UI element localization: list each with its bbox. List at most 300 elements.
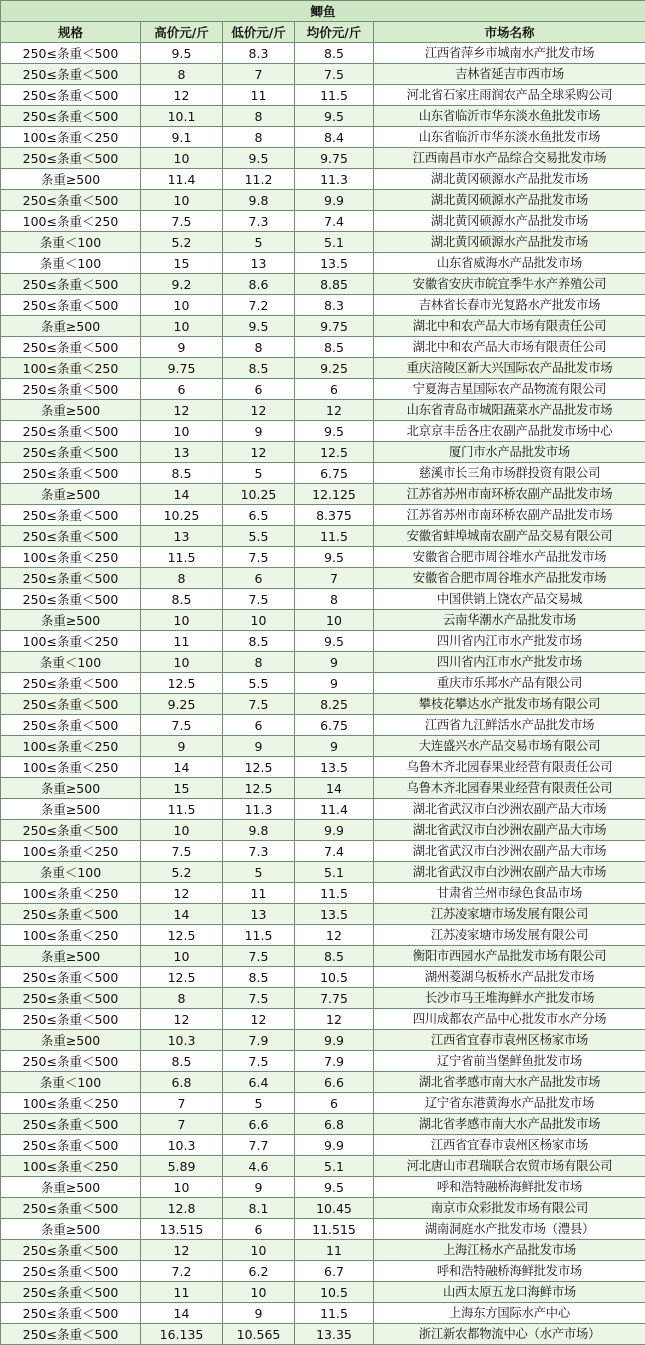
cell-spec: 250≤条重＜500: [1, 148, 141, 169]
cell-low-price: 7.2: [223, 295, 295, 316]
cell-spec: 250≤条重＜500: [1, 442, 141, 463]
cell-avg-price: 6: [295, 1093, 374, 1114]
cell-market-name: 湖北黄冈硕源水产品批发市场: [374, 169, 645, 190]
cell-market-name: 山东省临沂市华东淡水鱼批发市场: [374, 127, 645, 148]
cell-market-name: 安徽省合肥市周谷堆水产品批发市场: [374, 547, 645, 568]
cell-avg-price: 6: [295, 379, 374, 400]
table-row: [1, 85, 645, 106]
cell-avg-price: 6.8: [295, 1114, 374, 1135]
cell-high-price: 14: [141, 904, 223, 925]
cell-market-name: 安徽省合肥市周谷堆水产品批发市场: [374, 568, 645, 589]
cell-high-price: 8: [141, 988, 223, 1009]
cell-spec: 250≤条重＜500: [1, 421, 141, 442]
cell-spec: 250≤条重＜500: [1, 379, 141, 400]
table-row: [1, 64, 645, 85]
cell-avg-price: 7.75: [295, 988, 374, 1009]
table-row: [1, 253, 645, 274]
cell-market-name: 江西南昌市水产品综合交易批发市场: [374, 148, 645, 169]
table-row: [1, 715, 645, 736]
cell-spec: 100≤条重＜250: [1, 211, 141, 232]
table-body: [1, 43, 645, 1345]
cell-high-price: 10: [141, 148, 223, 169]
cell-market-name: 湖北省武汉市白沙洲农副产品大市场: [374, 820, 645, 841]
cell-low-price: 7.3: [223, 211, 295, 232]
cell-avg-price: 9.75: [295, 148, 374, 169]
cell-avg-price: 13.35: [295, 1324, 374, 1345]
cell-market-name: 湖南洞庭水产批发市场（澧县）: [374, 1219, 645, 1240]
cell-avg-price: 7: [295, 568, 374, 589]
cell-avg-price: 6.75: [295, 715, 374, 736]
table-row: [1, 1198, 645, 1219]
cell-high-price: 13.515: [141, 1219, 223, 1240]
cell-market-name: 攀枝花攀达水产批发市场有限公司: [374, 694, 645, 715]
cell-avg-price: 11.5: [295, 883, 374, 904]
table-row: [1, 610, 645, 631]
cell-avg-price: 9.5: [295, 1177, 374, 1198]
cell-low-price: 7.5: [223, 1051, 295, 1072]
cell-low-price: 11: [223, 85, 295, 106]
cell-spec: 250≤条重＜500: [1, 190, 141, 211]
cell-spec: 100≤条重＜250: [1, 841, 141, 862]
cell-low-price: 8.5: [223, 967, 295, 988]
cell-high-price: 15: [141, 778, 223, 799]
cell-avg-price: 8.5: [295, 43, 374, 64]
table-row: [1, 589, 645, 610]
cell-high-price: 8.5: [141, 589, 223, 610]
cell-avg-price: 8.375: [295, 505, 374, 526]
cell-high-price: 12: [141, 1240, 223, 1261]
cell-spec: 250≤条重＜500: [1, 106, 141, 127]
cell-avg-price: 9.5: [295, 631, 374, 652]
cell-high-price: 12.5: [141, 673, 223, 694]
table-row: [1, 778, 645, 799]
cell-spec: 250≤条重＜500: [1, 673, 141, 694]
table-row: [1, 1303, 645, 1324]
table-row: [1, 211, 645, 232]
table-row: [1, 967, 645, 988]
cell-avg-price: 12: [295, 400, 374, 421]
cell-market-name: 上海东方国际水产中心: [374, 1303, 645, 1324]
cell-low-price: 5.5: [223, 526, 295, 547]
cell-market-name: 北京京丰岳各庄农副产品批发市场中心: [374, 421, 645, 442]
cell-avg-price: 13.5: [295, 253, 374, 274]
table-row: [1, 1135, 645, 1156]
cell-high-price: 14: [141, 484, 223, 505]
cell-spec: 100≤条重＜250: [1, 1093, 141, 1114]
cell-low-price: 8.5: [223, 358, 295, 379]
cell-market-name: 呼和浩特融桥海鲜批发市场: [374, 1177, 645, 1198]
cell-low-price: 12.5: [223, 757, 295, 778]
cell-spec: 100≤条重＜250: [1, 925, 141, 946]
cell-high-price: 7: [141, 1093, 223, 1114]
cell-low-price: 9: [223, 736, 295, 757]
cell-low-price: 5: [223, 232, 295, 253]
cell-market-name: 山东省青岛市城阳蔬菜水产品批发市场: [374, 400, 645, 421]
cell-avg-price: 11.4: [295, 799, 374, 820]
cell-market-name: 河北唐山市君瑞联合农贸市场有限公司: [374, 1156, 645, 1177]
cell-high-price: 8: [141, 568, 223, 589]
cell-low-price: 9.5: [223, 148, 295, 169]
table-row: [1, 1240, 645, 1261]
cell-high-price: 9: [141, 337, 223, 358]
cell-market-name: 湖北省孝感市南大水产品批发市场: [374, 1114, 645, 1135]
cell-spec: 条重＜100: [1, 862, 141, 883]
cell-high-price: 9.25: [141, 694, 223, 715]
cell-low-price: 9: [223, 421, 295, 442]
cell-low-price: 6: [223, 379, 295, 400]
cell-high-price: 7.2: [141, 1261, 223, 1282]
cell-market-name: 衡阳市西园水产品批发市场有限公司: [374, 946, 645, 967]
cell-avg-price: 11.5: [295, 1303, 374, 1324]
cell-market-name: 重庆涪陵区新大兴国际农产品批发市场: [374, 358, 645, 379]
table-row: [1, 232, 645, 253]
cell-spec: 250≤条重＜500: [1, 274, 141, 295]
cell-market-name: 湖北中和农产品大市场有限责任公司: [374, 337, 645, 358]
cell-avg-price: 7.9: [295, 1051, 374, 1072]
cell-avg-price: 6.7: [295, 1261, 374, 1282]
cell-low-price: 7.5: [223, 589, 295, 610]
cell-avg-price: 8: [295, 589, 374, 610]
header-market-name: 市场名称: [374, 22, 645, 43]
cell-avg-price: 11.515: [295, 1219, 374, 1240]
cell-spec: 100≤条重＜250: [1, 547, 141, 568]
cell-spec: 100≤条重＜250: [1, 631, 141, 652]
cell-spec: 条重≥500: [1, 799, 141, 820]
cell-high-price: 16.135: [141, 1324, 223, 1345]
cell-avg-price: 8.5: [295, 337, 374, 358]
cell-market-name: 湖北黄冈硕源水产品批发市场: [374, 190, 645, 211]
cell-market-name: 江西省宜春市袁州区杨家市场: [374, 1135, 645, 1156]
cell-high-price: 10: [141, 610, 223, 631]
cell-low-price: 5.5: [223, 673, 295, 694]
cell-avg-price: 7.4: [295, 841, 374, 862]
cell-high-price: 5.89: [141, 1156, 223, 1177]
table-row: [1, 421, 645, 442]
cell-spec: 250≤条重＜500: [1, 589, 141, 610]
cell-high-price: 10: [141, 946, 223, 967]
cell-low-price: 7.5: [223, 694, 295, 715]
header-high-price: 高价元/斤: [141, 22, 223, 43]
header-low-price: 低价元/斤: [223, 22, 295, 43]
cell-market-name: 浙江新农都物流中心（水产市场）: [374, 1324, 645, 1345]
cell-high-price: 11.5: [141, 799, 223, 820]
cell-avg-price: 7.5: [295, 64, 374, 85]
cell-high-price: 12: [141, 1009, 223, 1030]
cell-avg-price: 9.5: [295, 106, 374, 127]
table-row: [1, 1156, 645, 1177]
cell-market-name: 江苏省苏州市南环桥农副产品批发市场: [374, 484, 645, 505]
cell-high-price: 9: [141, 736, 223, 757]
cell-avg-price: 8.85: [295, 274, 374, 295]
table-row: [1, 904, 645, 925]
cell-avg-price: 12.5: [295, 442, 374, 463]
cell-avg-price: 6.75: [295, 463, 374, 484]
cell-spec: 250≤条重＜500: [1, 1261, 141, 1282]
table-row: [1, 190, 645, 211]
cell-avg-price: 13.5: [295, 757, 374, 778]
table-row: [1, 757, 645, 778]
table-row: [1, 820, 645, 841]
cell-spec: 条重≥500: [1, 316, 141, 337]
cell-low-price: 13: [223, 253, 295, 274]
cell-avg-price: 8.4: [295, 127, 374, 148]
cell-high-price: 11.5: [141, 547, 223, 568]
cell-avg-price: 10.5: [295, 967, 374, 988]
cell-spec: 250≤条重＜500: [1, 715, 141, 736]
cell-avg-price: 9: [295, 652, 374, 673]
cell-avg-price: 9.5: [295, 547, 374, 568]
cell-high-price: 5.2: [141, 232, 223, 253]
table-row: [1, 883, 645, 904]
cell-spec: 100≤条重＜250: [1, 757, 141, 778]
table-row: [1, 526, 645, 547]
cell-spec: 条重＜100: [1, 253, 141, 274]
cell-low-price: 9.5: [223, 316, 295, 337]
table-row: [1, 1072, 645, 1093]
cell-low-price: 11.5: [223, 925, 295, 946]
cell-low-price: 11.2: [223, 169, 295, 190]
cell-low-price: 10.25: [223, 484, 295, 505]
cell-high-price: 14: [141, 1303, 223, 1324]
cell-spec: 250≤条重＜500: [1, 1135, 141, 1156]
cell-avg-price: 12: [295, 1009, 374, 1030]
cell-spec: 250≤条重＜500: [1, 967, 141, 988]
cell-low-price: 6.6: [223, 1114, 295, 1135]
table-row: [1, 736, 645, 757]
cell-high-price: 13: [141, 442, 223, 463]
cell-high-price: 11: [141, 1282, 223, 1303]
cell-spec: 250≤条重＜500: [1, 1324, 141, 1345]
table-row: [1, 1030, 645, 1051]
cell-avg-price: 13.5: [295, 904, 374, 925]
cell-avg-price: 5.1: [295, 232, 374, 253]
cell-low-price: 8: [223, 127, 295, 148]
table-row: [1, 799, 645, 820]
table-row: [1, 463, 645, 484]
cell-market-name: 长沙市马王堆海鲜水产批发市场: [374, 988, 645, 1009]
cell-market-name: 辽宁省前当堡鲜鱼批发市场: [374, 1051, 645, 1072]
cell-low-price: 4.6: [223, 1156, 295, 1177]
cell-low-price: 8: [223, 652, 295, 673]
cell-avg-price: 10.45: [295, 1198, 374, 1219]
cell-high-price: 5.2: [141, 862, 223, 883]
cell-avg-price: 9.75: [295, 316, 374, 337]
cell-high-price: 14: [141, 757, 223, 778]
cell-spec: 条重≥500: [1, 946, 141, 967]
cell-high-price: 10: [141, 190, 223, 211]
cell-market-name: 大连盛兴水产品交易市场有限公司: [374, 736, 645, 757]
cell-low-price: 7.5: [223, 946, 295, 967]
cell-low-price: 8.1: [223, 1198, 295, 1219]
cell-low-price: 7.9: [223, 1030, 295, 1051]
cell-market-name: 乌鲁木齐北园春果业经营有限责任公司: [374, 778, 645, 799]
table-row: [1, 1093, 645, 1114]
cell-avg-price: 7.4: [295, 211, 374, 232]
table-row: [1, 358, 645, 379]
cell-low-price: 8: [223, 337, 295, 358]
cell-low-price: 7.7: [223, 1135, 295, 1156]
cell-high-price: 8: [141, 64, 223, 85]
table-row: [1, 442, 645, 463]
cell-spec: 条重＜100: [1, 652, 141, 673]
table-row: [1, 1219, 645, 1240]
cell-low-price: 6: [223, 715, 295, 736]
table-title: 鲫鱼: [1, 1, 645, 22]
cell-low-price: 10: [223, 610, 295, 631]
cell-low-price: 10: [223, 1282, 295, 1303]
cell-high-price: 12: [141, 883, 223, 904]
cell-high-price: 11.4: [141, 169, 223, 190]
cell-low-price: 12: [223, 400, 295, 421]
cell-spec: 250≤条重＜500: [1, 1114, 141, 1135]
cell-market-name: 四川省内江市水产批发市场: [374, 631, 645, 652]
cell-market-name: 吉林省延吉市西市场: [374, 64, 645, 85]
cell-high-price: 7.5: [141, 841, 223, 862]
cell-low-price: 6: [223, 1219, 295, 1240]
cell-low-price: 8: [223, 106, 295, 127]
cell-low-price: 13: [223, 904, 295, 925]
table-row: [1, 694, 645, 715]
cell-low-price: 12.5: [223, 778, 295, 799]
table-row: [1, 841, 645, 862]
cell-spec: 条重≥500: [1, 610, 141, 631]
cell-spec: 250≤条重＜500: [1, 1282, 141, 1303]
cell-low-price: 9.8: [223, 190, 295, 211]
table-row: [1, 127, 645, 148]
cell-spec: 条重≥500: [1, 1219, 141, 1240]
cell-market-name: 乌鲁木齐北园春果业经营有限责任公司: [374, 757, 645, 778]
cell-avg-price: 8.5: [295, 946, 374, 967]
table-row: [1, 148, 645, 169]
cell-market-name: 山东省威海水产品批发市场: [374, 253, 645, 274]
table-row: [1, 568, 645, 589]
cell-market-name: 湖州菱湖乌板桥水产品批发市场: [374, 967, 645, 988]
cell-spec: 250≤条重＜500: [1, 820, 141, 841]
cell-high-price: 10: [141, 421, 223, 442]
cell-high-price: 13: [141, 526, 223, 547]
table-row: [1, 925, 645, 946]
cell-spec: 条重≥500: [1, 484, 141, 505]
cell-avg-price: 5.1: [295, 1156, 374, 1177]
cell-spec: 100≤条重＜250: [1, 1156, 141, 1177]
table-row: [1, 316, 645, 337]
cell-avg-price: 11: [295, 1240, 374, 1261]
cell-avg-price: 9.9: [295, 820, 374, 841]
table-row: [1, 505, 645, 526]
cell-market-name: 湖北黄冈硕源水产品批发市场: [374, 211, 645, 232]
cell-market-name: 江苏省苏州市南环桥农副产品批发市场: [374, 505, 645, 526]
cell-market-name: 辽宁省东港黄海水产品批发市场: [374, 1093, 645, 1114]
table-row: [1, 295, 645, 316]
cell-avg-price: 5.1: [295, 862, 374, 883]
table-row: [1, 337, 645, 358]
cell-market-name: 重庆市乐邦水产品有限公司: [374, 673, 645, 694]
cell-spec: 条重≥500: [1, 1030, 141, 1051]
cell-market-name: 南京市众彩批发市场有限公司: [374, 1198, 645, 1219]
cell-avg-price: 14: [295, 778, 374, 799]
cell-low-price: 7.5: [223, 547, 295, 568]
table-row: [1, 484, 645, 505]
cell-spec: 250≤条重＜500: [1, 1051, 141, 1072]
cell-spec: 100≤条重＜250: [1, 736, 141, 757]
cell-spec: 250≤条重＜500: [1, 694, 141, 715]
cell-high-price: 11: [141, 631, 223, 652]
cell-market-name: 安徽省蚌埠城南农副产品交易有限公司: [374, 526, 645, 547]
cell-avg-price: 12.125: [295, 484, 374, 505]
cell-low-price: 9.8: [223, 820, 295, 841]
cell-high-price: 12: [141, 85, 223, 106]
cell-spec: 250≤条重＜500: [1, 505, 141, 526]
cell-spec: 100≤条重＜250: [1, 358, 141, 379]
cell-avg-price: 11.3: [295, 169, 374, 190]
cell-avg-price: 9: [295, 736, 374, 757]
table-row: [1, 43, 645, 64]
cell-spec: 条重≥500: [1, 778, 141, 799]
table-row: [1, 652, 645, 673]
cell-high-price: 10.1: [141, 106, 223, 127]
cell-market-name: 中国供销上饶农产品交易城: [374, 589, 645, 610]
cell-avg-price: 11.5: [295, 526, 374, 547]
cell-low-price: 6.2: [223, 1261, 295, 1282]
cell-avg-price: 8.25: [295, 694, 374, 715]
header-avg-price: 均价元/斤: [295, 22, 374, 43]
table-row: [1, 673, 645, 694]
cell-market-name: 河北省石家庄雨润农产品全球采购公司: [374, 85, 645, 106]
cell-market-name: 江西省宜春市袁州区杨家市场: [374, 1030, 645, 1051]
cell-avg-price: 9.9: [295, 1135, 374, 1156]
header-spec: 规格: [1, 22, 141, 43]
table-row: [1, 379, 645, 400]
cell-spec: 250≤条重＜500: [1, 526, 141, 547]
cell-market-name: 四川省内江市水产批发市场: [374, 652, 645, 673]
cell-market-name: 江西省九江鲜活水产品批发市场: [374, 715, 645, 736]
cell-high-price: 12.8: [141, 1198, 223, 1219]
cell-low-price: 7.5: [223, 988, 295, 1009]
cell-spec: 250≤条重＜500: [1, 295, 141, 316]
cell-low-price: 7: [223, 64, 295, 85]
cell-market-name: 慈溪市长三角市场群投资有限公司: [374, 463, 645, 484]
cell-high-price: 12: [141, 400, 223, 421]
table-row: [1, 1177, 645, 1198]
cell-market-name: 吉林省长春市光复路水产批发市场: [374, 295, 645, 316]
cell-avg-price: 10.5: [295, 1282, 374, 1303]
cell-high-price: 9.5: [141, 43, 223, 64]
cell-high-price: 9.75: [141, 358, 223, 379]
cell-market-name: 湖北省武汉市白沙洲农副产品大市场: [374, 841, 645, 862]
cell-market-name: 山西太原五龙口海鲜市场: [374, 1282, 645, 1303]
cell-spec: 100≤条重＜250: [1, 127, 141, 148]
cell-low-price: 12: [223, 442, 295, 463]
cell-high-price: 6.8: [141, 1072, 223, 1093]
cell-high-price: 7.5: [141, 715, 223, 736]
cell-low-price: 5: [223, 1093, 295, 1114]
table-row: [1, 400, 645, 421]
table-row: [1, 1261, 645, 1282]
cell-low-price: 9: [223, 1177, 295, 1198]
cell-low-price: 7.3: [223, 841, 295, 862]
cell-avg-price: 9.9: [295, 1030, 374, 1051]
cell-market-name: 江苏凌家塘市场发展有限公司: [374, 925, 645, 946]
cell-market-name: 山东省临沂市华东淡水鱼批发市场: [374, 106, 645, 127]
cell-avg-price: 9.5: [295, 421, 374, 442]
cell-avg-price: 6.6: [295, 1072, 374, 1093]
cell-high-price: 10: [141, 295, 223, 316]
cell-spec: 250≤条重＜500: [1, 1198, 141, 1219]
cell-low-price: 8.5: [223, 631, 295, 652]
cell-spec: 250≤条重＜500: [1, 568, 141, 589]
cell-market-name: 湖北省武汉市白沙洲农副产品大市场: [374, 799, 645, 820]
cell-avg-price: 10: [295, 610, 374, 631]
